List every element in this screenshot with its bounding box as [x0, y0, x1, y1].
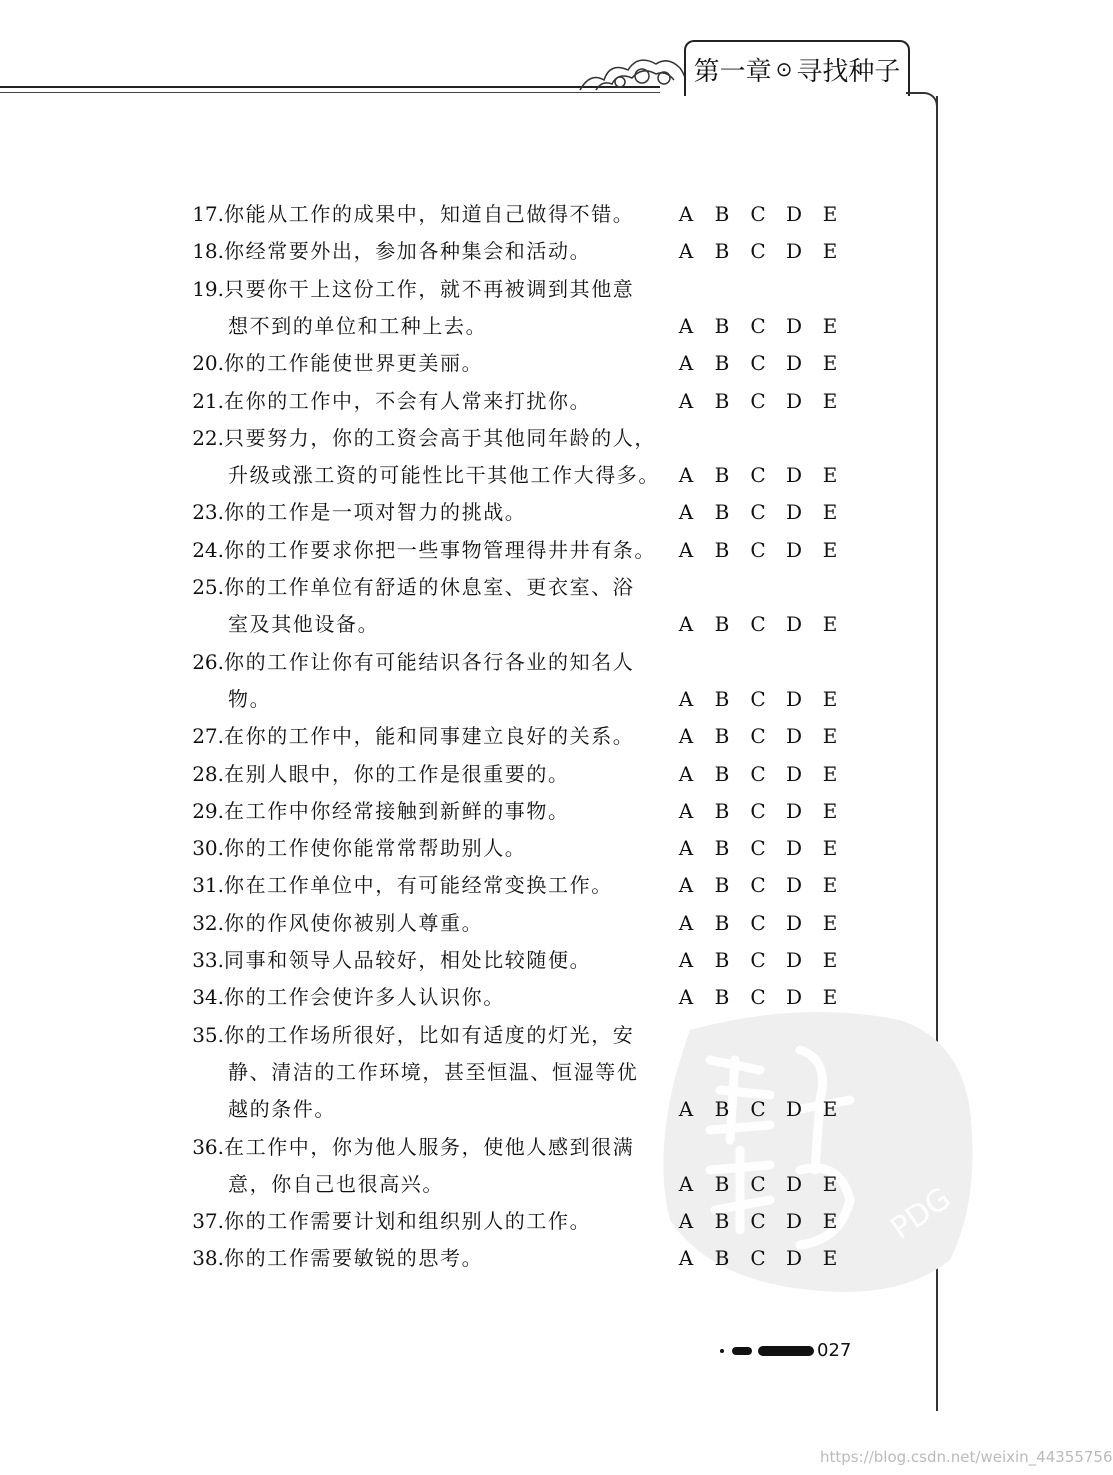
- option-e[interactable]: E: [822, 799, 838, 823]
- question-text: 你经常要外出，参加各种集会和活动。: [224, 239, 592, 263]
- question-number: 26.: [192, 650, 224, 674]
- option-e[interactable]: E: [822, 687, 838, 711]
- question-line: [188, 1017, 848, 1053]
- answer-options: [668, 1091, 848, 1127]
- answer-options: [668, 905, 848, 941]
- question-text: 静、清洁的工作环境，甚至恒温、恒湿等优: [228, 1060, 639, 1084]
- question-number: 19.: [192, 277, 224, 301]
- option-a[interactable]: A: [678, 948, 694, 972]
- answer-options: [668, 1240, 848, 1276]
- question-text: 你的工作单位有舒适的休息室、更衣室、浴: [224, 575, 635, 599]
- option-e[interactable]: E: [822, 239, 838, 263]
- option-c[interactable]: C: [750, 1097, 766, 1121]
- option-d[interactable]: D: [785, 948, 803, 972]
- chapter-prefix: 第一章: [693, 56, 772, 87]
- option-a[interactable]: A: [678, 538, 694, 562]
- question-number: 32.: [192, 911, 224, 935]
- option-c[interactable]: C: [750, 836, 766, 860]
- answer-options: [668, 1166, 848, 1202]
- question-text: 物。: [228, 687, 272, 711]
- question-text: 想不到的单位和工种上去。: [228, 314, 488, 338]
- chapter-title: 寻找种子: [796, 56, 901, 87]
- option-a[interactable]: A: [678, 1172, 694, 1196]
- option-d[interactable]: D: [785, 500, 803, 524]
- question-line: [188, 1054, 848, 1090]
- option-e[interactable]: E: [822, 314, 838, 338]
- page-number: 027: [817, 1340, 852, 1361]
- option-e[interactable]: E: [822, 762, 838, 786]
- option-a[interactable]: A: [678, 1209, 694, 1233]
- option-c[interactable]: C: [750, 687, 766, 711]
- question-number: 34.: [192, 985, 224, 1009]
- answer-options: [668, 793, 848, 829]
- question-text: 室及其他设备。: [228, 612, 380, 636]
- option-e[interactable]: E: [822, 351, 838, 375]
- answer-options: [668, 457, 848, 493]
- option-c[interactable]: C: [750, 538, 766, 562]
- question-number: 22.: [192, 426, 224, 450]
- option-a[interactable]: A: [678, 836, 694, 860]
- option-b[interactable]: B: [714, 1209, 730, 1233]
- question-number: 24.: [192, 538, 224, 562]
- question-number: 25.: [192, 575, 224, 599]
- question-line: [188, 420, 848, 456]
- option-e[interactable]: E: [822, 985, 838, 1009]
- option-d[interactable]: D: [785, 873, 803, 897]
- option-d[interactable]: D: [785, 1209, 803, 1233]
- answer-options: [668, 942, 848, 978]
- option-c[interactable]: C: [750, 202, 766, 226]
- question-number: 20.: [192, 351, 224, 375]
- option-b[interactable]: B: [714, 1097, 730, 1121]
- option-a[interactable]: A: [678, 463, 694, 487]
- option-a[interactable]: A: [678, 687, 694, 711]
- footer-bar-short: [732, 1347, 752, 1355]
- answer-options: [668, 681, 848, 717]
- option-d[interactable]: D: [785, 985, 803, 1009]
- question-text: 意，你自己也很高兴。: [228, 1172, 444, 1196]
- question-text: 在工作中，你为他人服务，使他人感到很满: [224, 1135, 635, 1159]
- answer-options: [668, 233, 848, 269]
- question-number: 30.: [192, 836, 224, 860]
- option-e[interactable]: E: [822, 538, 838, 562]
- answer-options: [668, 532, 848, 568]
- question-number: 35.: [192, 1023, 224, 1047]
- option-b[interactable]: B: [714, 687, 730, 711]
- option-e[interactable]: E: [822, 911, 838, 935]
- option-b[interactable]: B: [714, 612, 730, 636]
- option-d[interactable]: D: [785, 836, 803, 860]
- option-d[interactable]: D: [785, 1172, 803, 1196]
- option-e[interactable]: E: [822, 724, 838, 748]
- option-a[interactable]: A: [678, 911, 694, 935]
- option-d[interactable]: D: [785, 612, 803, 636]
- question-text: 在你的工作中，不会有人常来打扰你。: [224, 389, 592, 413]
- option-c[interactable]: C: [750, 873, 766, 897]
- answer-options: [668, 494, 848, 530]
- option-b[interactable]: B: [714, 985, 730, 1009]
- option-b[interactable]: B: [714, 202, 730, 226]
- question-line: [188, 644, 848, 680]
- option-d[interactable]: D: [785, 911, 803, 935]
- source-watermark: https://blog.csdn.net/weixin_44355756: [820, 1448, 1113, 1466]
- option-a[interactable]: A: [678, 873, 694, 897]
- option-c[interactable]: C: [750, 500, 766, 524]
- option-c[interactable]: C: [750, 762, 766, 786]
- chapter-separator: ⊙: [775, 57, 793, 81]
- option-e[interactable]: E: [822, 836, 838, 860]
- answer-options: [668, 979, 848, 1015]
- question-line: [188, 569, 848, 605]
- question-number: 27.: [192, 724, 224, 748]
- option-e[interactable]: E: [822, 1246, 838, 1270]
- svg-text:PDG: PDG: [884, 1180, 958, 1247]
- option-a[interactable]: A: [678, 799, 694, 823]
- option-c[interactable]: C: [750, 985, 766, 1009]
- answer-options: [668, 1203, 848, 1239]
- question-text: 你的工作使你能常常帮助别人。: [224, 836, 527, 860]
- option-e[interactable]: E: [822, 948, 838, 972]
- option-e[interactable]: E: [822, 873, 838, 897]
- question-text: 你的工作能使世界更美丽。: [224, 351, 484, 375]
- answer-options: [668, 830, 848, 866]
- option-a[interactable]: A: [678, 202, 694, 226]
- question-text: 同事和领导人品较好，相处比较随便。: [224, 948, 592, 972]
- option-c[interactable]: C: [750, 799, 766, 823]
- option-b[interactable]: B: [714, 836, 730, 860]
- answer-options: [668, 308, 848, 344]
- question-number: 31.: [192, 873, 224, 897]
- question-text: 你能从工作的成果中，知道自己做得不错。: [224, 202, 635, 226]
- question-number: 38.: [192, 1246, 224, 1270]
- option-e[interactable]: E: [822, 612, 838, 636]
- option-c[interactable]: C: [750, 948, 766, 972]
- question-text: 你的工作场所很好，比如有适度的灯光，安: [224, 1023, 635, 1047]
- question-text: 你在工作单位中，有可能经常变换工作。: [224, 873, 613, 897]
- question-text: 在你的工作中，能和同事建立良好的关系。: [224, 724, 635, 748]
- option-b[interactable]: B: [714, 314, 730, 338]
- option-d[interactable]: D: [785, 351, 803, 375]
- question-text: 你的作风使你被别人尊重。: [224, 911, 484, 935]
- option-e[interactable]: E: [822, 1172, 838, 1196]
- question-number: 37.: [192, 1209, 224, 1233]
- option-e[interactable]: E: [822, 1097, 838, 1121]
- option-e[interactable]: E: [822, 1209, 838, 1233]
- answer-options: [668, 345, 848, 381]
- question-number: 29.: [192, 799, 224, 823]
- option-a[interactable]: A: [678, 724, 694, 748]
- footer-bar-long: [758, 1346, 814, 1356]
- option-d[interactable]: D: [785, 389, 803, 413]
- option-b[interactable]: B: [714, 463, 730, 487]
- option-d[interactable]: D: [785, 762, 803, 786]
- question-number: 18.: [192, 239, 224, 263]
- option-a[interactable]: A: [678, 762, 694, 786]
- option-e[interactable]: E: [822, 202, 838, 226]
- answer-options: [668, 756, 848, 792]
- answer-options: [668, 383, 848, 419]
- option-b[interactable]: B: [714, 911, 730, 935]
- question-number: 28.: [192, 762, 224, 786]
- option-c[interactable]: C: [750, 911, 766, 935]
- option-c[interactable]: C: [750, 463, 766, 487]
- question-text: 你的工作要求你把一些事物管理得井井有条。: [224, 538, 656, 562]
- option-c[interactable]: C: [750, 389, 766, 413]
- option-e[interactable]: E: [822, 389, 838, 413]
- question-number: 21.: [192, 389, 224, 413]
- question-text: 越的条件。: [228, 1097, 336, 1121]
- footer-dot: [720, 1349, 724, 1353]
- option-b[interactable]: B: [714, 799, 730, 823]
- question-number: 23.: [192, 500, 224, 524]
- option-d[interactable]: D: [785, 687, 803, 711]
- question-number: 17.: [192, 202, 224, 226]
- option-b[interactable]: B: [714, 948, 730, 972]
- question-text: 你的工作需要计划和组织别人的工作。: [224, 1209, 592, 1233]
- option-d[interactable]: D: [785, 799, 803, 823]
- answer-options: [668, 606, 848, 642]
- question-text: 你的工作让你有可能结识各行各业的知名人: [224, 650, 635, 674]
- question-text: 你的工作是一项对智力的挑战。: [224, 500, 527, 524]
- answer-options: [668, 718, 848, 754]
- question-number: 36.: [192, 1135, 224, 1159]
- option-a[interactable]: A: [678, 1097, 694, 1121]
- option-b[interactable]: B: [714, 239, 730, 263]
- option-a[interactable]: A: [678, 314, 694, 338]
- option-d[interactable]: D: [785, 463, 803, 487]
- option-b[interactable]: B: [714, 500, 730, 524]
- option-b[interactable]: B: [714, 1246, 730, 1270]
- option-a[interactable]: A: [678, 500, 694, 524]
- option-c[interactable]: C: [750, 1209, 766, 1233]
- option-c[interactable]: C: [750, 239, 766, 263]
- option-e[interactable]: E: [822, 463, 838, 487]
- option-d[interactable]: D: [785, 724, 803, 748]
- question-text: 只要你干上这份工作，就不再被调到其他意: [224, 277, 635, 301]
- answer-options: [668, 196, 848, 232]
- option-a[interactable]: A: [678, 985, 694, 1009]
- question-line: [188, 1129, 848, 1165]
- option-a[interactable]: A: [678, 351, 694, 375]
- option-d[interactable]: D: [785, 202, 803, 226]
- option-c[interactable]: C: [750, 314, 766, 338]
- option-d[interactable]: D: [785, 538, 803, 562]
- question-text: 在别人眼中，你的工作是很重要的。: [224, 762, 570, 786]
- question-number: 33.: [192, 948, 224, 972]
- question-text: 只要努力，你的工资会高于其他同年龄的人，: [224, 426, 656, 450]
- option-a[interactable]: A: [678, 389, 694, 413]
- option-b[interactable]: B: [714, 724, 730, 748]
- option-d[interactable]: D: [785, 1097, 803, 1121]
- question-text: 你的工作会使许多人认识你。: [224, 985, 505, 1009]
- option-a[interactable]: A: [678, 239, 694, 263]
- option-b[interactable]: B: [714, 351, 730, 375]
- option-c[interactable]: C: [750, 724, 766, 748]
- option-b[interactable]: B: [714, 538, 730, 562]
- option-c[interactable]: C: [750, 612, 766, 636]
- option-b[interactable]: B: [714, 873, 730, 897]
- option-a[interactable]: A: [678, 612, 694, 636]
- option-d[interactable]: D: [785, 314, 803, 338]
- option-c[interactable]: C: [750, 351, 766, 375]
- question-text: 升级或涨工资的可能性比干其他工作大得多。: [228, 463, 660, 487]
- option-c[interactable]: C: [750, 1246, 766, 1270]
- question-text: 你的工作需要敏锐的思考。: [224, 1246, 484, 1270]
- option-b[interactable]: B: [714, 762, 730, 786]
- option-d[interactable]: D: [785, 1246, 803, 1270]
- option-d[interactable]: D: [785, 239, 803, 263]
- option-b[interactable]: B: [714, 1172, 730, 1196]
- option-a[interactable]: A: [678, 1246, 694, 1270]
- question-text: 在工作中你经常接触到新鲜的事物。: [224, 799, 570, 823]
- question-line: [188, 271, 848, 307]
- option-e[interactable]: E: [822, 500, 838, 524]
- option-b[interactable]: B: [714, 389, 730, 413]
- option-c[interactable]: C: [750, 1172, 766, 1196]
- page-footer: [720, 1340, 851, 1361]
- answer-options: [668, 867, 848, 903]
